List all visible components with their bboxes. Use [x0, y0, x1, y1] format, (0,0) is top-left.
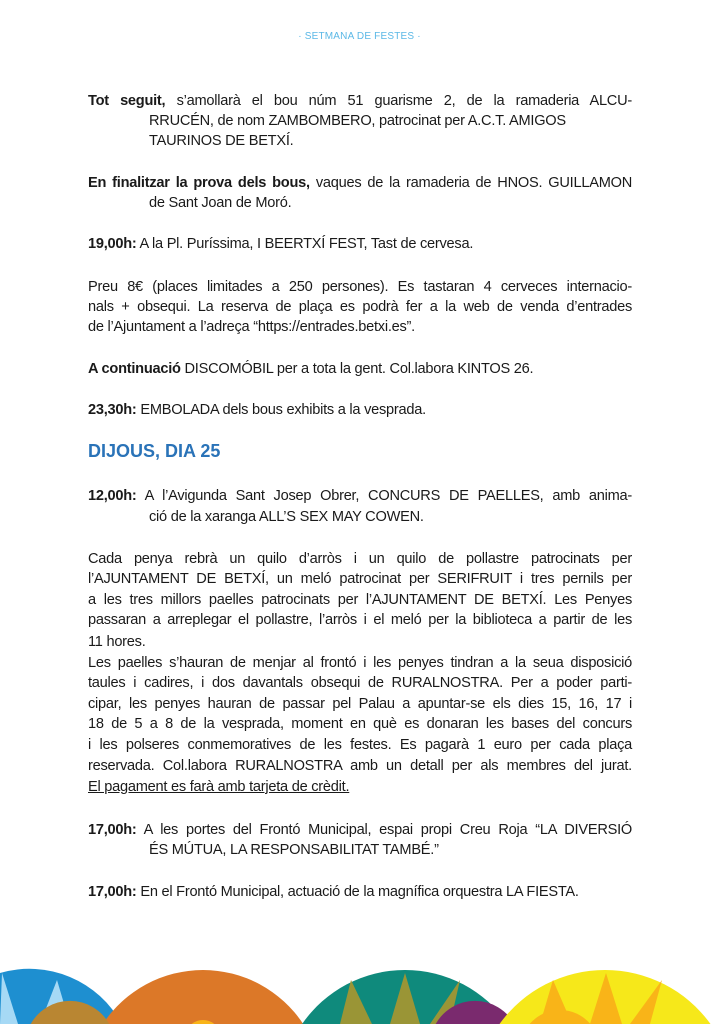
line-text: l’AJUNTAMENT DE BETXÍ, un meló patrocinat per SERIFRUIT i tres pernils per — [88, 571, 632, 587]
line-text: s’amollarà el bou núm 51 guarisme 2, de la ramaderia ALCU- — [165, 93, 632, 109]
line-text: nals + obsequi. La reserva de plaça es podrà fer a la web de venda d’entrades — [88, 299, 632, 315]
line-text: A les portes del Frontó Municipal, espai propi Creu Roja “LA DIVERSIÓ — [136, 822, 632, 838]
line-text: El pagament es farà amb tarjeta de crèdit. — [88, 779, 350, 795]
text-line — [88, 173, 632, 193]
line-text: ÉS MÚTUA, LA RESPONSABILITAT TAMBÉ.” — [149, 842, 439, 858]
text-line — [149, 111, 566, 131]
line-text: A l’Avigunda Sant Josep Obrer, CONCURS DE PAELLES, amb anima- — [136, 488, 632, 504]
bold-lead: 23,30h: — [88, 402, 137, 418]
text-line — [88, 714, 632, 734]
line-text: RRUCÉN, de nom ZAMBOMBERO, patrocinat per A.C.T. AMIGOS — [149, 113, 566, 129]
text-line — [88, 653, 632, 673]
text-line — [149, 131, 293, 151]
text-line — [88, 549, 632, 569]
bold-lead: 17,00h: — [88, 884, 137, 900]
text-line — [88, 590, 632, 610]
line-text: DISCOMÓBIL per a tota la gent. Col.labora KINTOS 26. — [180, 361, 534, 377]
line-text: Cada penya rebrà un quilo d’arròs i un quilo de pollastre patrocinats per — [88, 551, 632, 567]
text-line — [149, 193, 291, 213]
text-line — [149, 840, 439, 860]
text-line — [88, 297, 632, 317]
section-heading: DIJOUS, DIA 25 — [88, 441, 221, 461]
bold-lead: 12,00h: — [88, 488, 137, 504]
line-text: a les tres millors paelles patrocinats per l’AJUNTAMENT DE BETXÍ. Les Penyes — [88, 592, 632, 608]
line-text: taules i cadires, i dos davantals obsequi de RURALNOSTRA. Per a poder parti- — [88, 675, 632, 691]
line-text: 18 de 5 a 8 de la vesprada, moment en què es donaran les bases del concurs — [88, 716, 632, 732]
bold-lead: 17,00h: — [88, 822, 137, 838]
line-text: ció de la xaranga ALL’S SEX MAY COWEN. — [149, 509, 424, 525]
line-text: Preu 8€ (places limitades a 250 persones). Es tastaran 4 cerveces internacio- — [88, 279, 632, 295]
text-line — [88, 756, 632, 776]
text-line — [88, 234, 473, 254]
line-text: vaques de la ramaderia de HNOS. GUILLAMON — [309, 175, 632, 191]
decorative-sun-border — [0, 960, 719, 1024]
running-header: · SETMANA DE FESTES · — [298, 31, 421, 42]
line-text: Les paelles s’hauran de menjar al frontó i les penyes tindran a la seua disposició — [88, 655, 632, 671]
text-line — [88, 91, 632, 111]
text-line — [88, 777, 349, 797]
bold-lead: 19,00h: — [88, 236, 137, 252]
text-line — [88, 400, 426, 420]
text-line — [88, 569, 632, 589]
line-text: i les polseres conmemoratives de les festes. Es pagarà 1 euro per cada plaça — [88, 737, 632, 753]
line-text: EMBOLADA dels bous exhibits a la vesprada. — [136, 402, 426, 418]
line-text: de Sant Joan de Moró. — [149, 195, 292, 211]
line-text: En el Frontó Municipal, actuació de la magnífica orquestra LA FIESTA. — [136, 884, 579, 900]
bold-lead: En finalitzar la prova dels bous, — [88, 175, 310, 191]
text-line — [88, 486, 632, 506]
line-text: TAURINOS DE BETXÍ. — [149, 133, 294, 149]
text-line — [88, 694, 632, 714]
line-text: de l’Ajuntament a l’adreça “https://entrades.betxi.es”. — [88, 319, 415, 335]
line-text: A la Pl. Puríssima, I BEERTXÍ FEST, Tast de cervesa. — [136, 236, 474, 252]
bold-lead: Tot seguit, — [88, 93, 166, 109]
text-line — [88, 317, 415, 337]
line-text: reservada. Col.labora RURALNOSTRA amb un detall per als membres del jurat. — [88, 758, 632, 774]
text-line — [88, 632, 146, 652]
text-line — [88, 277, 632, 297]
text-line — [88, 882, 579, 902]
bold-lead: A continuació — [88, 361, 181, 377]
line-text: passaran a arreplegar el pollastre, l’arròs i el meló per la biblioteca a partir de les — [88, 612, 632, 628]
text-line — [149, 507, 424, 527]
text-line — [88, 820, 632, 840]
text-line — [88, 359, 533, 379]
orange-sun-shape — [103, 970, 303, 1024]
text-line — [88, 735, 632, 755]
line-text: cipar, les penyes hauran de passar pel Palau a apuntar-se els dies 15, 16, 17 i — [88, 696, 632, 712]
text-line — [88, 610, 632, 630]
text-line — [88, 673, 632, 693]
line-text: 11 hores. — [88, 634, 146, 650]
